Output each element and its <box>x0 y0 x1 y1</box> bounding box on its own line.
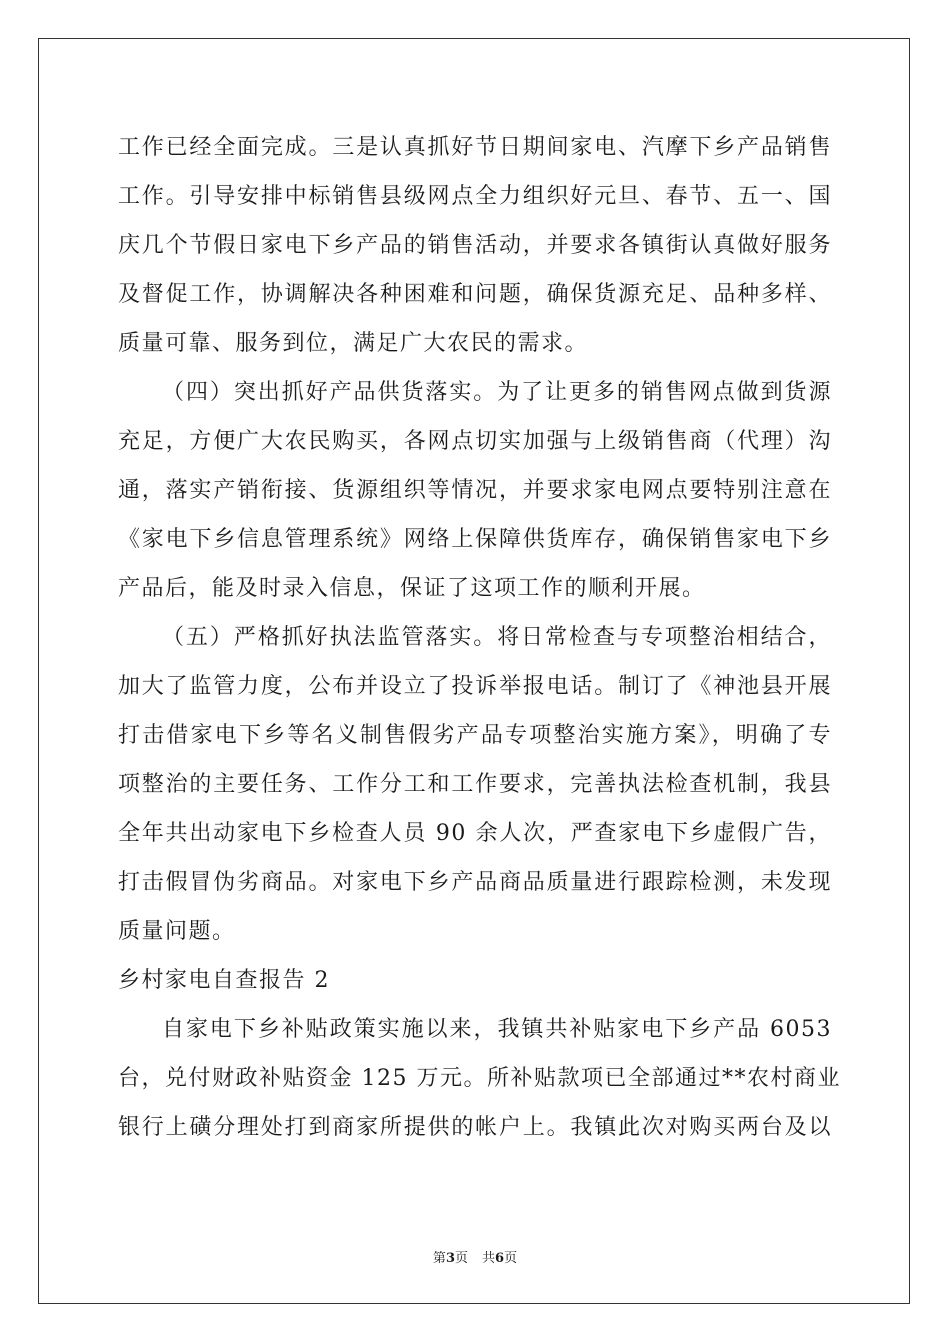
section-heading: 乡村家电自查报告 2 <box>118 968 330 993</box>
text-line: 工作已经全面完成。三是认真抓好节日期间家电、汽摩下乡产品销售 <box>118 135 832 160</box>
text-line: 工作。引导安排中标销售县级网点全力组织好元旦、春节、五一、国 <box>118 184 832 209</box>
text-line: 通，落实产销衔接、货源组织等情况，并要求家电网点要特别注意在 <box>118 478 832 503</box>
text-line: 全年共出动家电下乡检查人员 90 余人次，严查家电下乡虚假广告， <box>118 821 832 846</box>
text-line: 项整治的主要任务、工作分工和工作要求，完善执法检查机制，我县 <box>118 772 832 797</box>
text-line: 庆几个节假日家电下乡产品的销售活动，并要求各镇街认真做好服务 <box>118 233 832 258</box>
text-line: 质量可靠、服务到位，满足广大农民的需求。 <box>118 331 589 356</box>
text-line: 打击借家电下乡等名义制售假劣产品专项整治实施方案》，明确了专 <box>118 723 832 748</box>
text-line: 银行上磺分理处打到商家所提供的帐户上。我镇此次对购买两台及以 <box>118 1115 832 1140</box>
total-prefix: 共 <box>482 1251 496 1266</box>
document-body <box>118 123 841 1152</box>
total-suffix: 页 <box>504 1251 518 1266</box>
text-line: 台，兑付财政补贴资金 125 万元。所补贴款项已全部通过**农村商业 <box>118 1066 841 1091</box>
text-line: 充足，方便广大农民购买，各网点切实加强与上级销售商（代理）沟 <box>118 429 832 454</box>
text-line: 加大了监管力度，公布并设立了投诉举报电话。制订了《神池县开展 <box>118 674 832 699</box>
page-suffix: 页 <box>454 1251 468 1266</box>
paragraph-start-line: （五）严格抓好执法监管落实。将日常检查与专项整治相结合， <box>162 625 832 650</box>
text-line: 产品后，能及时录入信息，保证了这项工作的顺利开展。 <box>118 576 706 601</box>
paragraph-start-line: 自家电下乡补贴政策实施以来，我镇共补贴家电下乡产品 6053 <box>162 1017 832 1042</box>
text-line: 《家电下乡信息管理系统》网络上保障供货库存，确保销售家电下乡 <box>118 527 832 552</box>
total-pages: 6 <box>495 1251 505 1266</box>
text-line: 打击假冒伪劣商品。对家电下乡产品商品质量进行跟踪检测，未发现 <box>118 870 832 895</box>
page-footer <box>0 1247 950 1266</box>
text-line: 及督促工作，协调解决各种困难和问题，确保货源充足、品种多样、 <box>118 282 832 307</box>
page-number: 3 <box>445 1251 455 1266</box>
page-prefix: 第 <box>432 1251 446 1266</box>
paragraph-start-line: （四）突出抓好产品供货落实。为了让更多的销售网点做到货源 <box>162 380 832 405</box>
text-line: 质量问题。 <box>118 919 236 944</box>
